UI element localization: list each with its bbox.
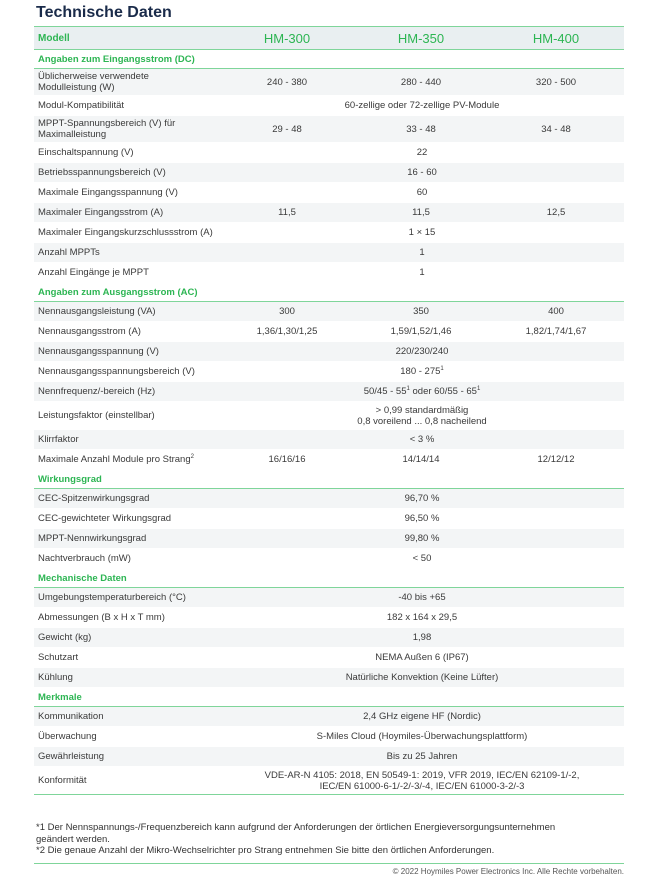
row-label: Kühlung [34,668,220,688]
row-label: Nennfrequenz/-bereich (Hz) [34,382,220,402]
value-text: VDE-AR-N 4105: 2018, EN 50549-1: 2019, VFR 2019, IEC/EN 62109-1/-2, [264,769,580,781]
row-value: 400 [488,302,624,322]
value-text: > 0,99 standardmäßig [375,404,469,416]
row-value [220,767,624,795]
row-value: 182 x 164 x 29,5 [220,608,624,628]
footnote-mark: 1 [476,385,481,392]
row-label: Modul-Kompatibilität [34,96,220,116]
row-label: Maximaler Eingangsstrom (A) [34,203,220,223]
table-row [34,727,624,747]
value-text: 50/45 - 55 [363,386,407,398]
table-row [34,362,624,382]
row-value: 29 - 48 [220,116,354,143]
row-value: 280 - 440 [354,69,488,96]
table-row [34,322,624,342]
row-label: Maximale Eingangsspannung (V) [34,183,220,203]
value-text: 0,8 voreilend ... 0,8 nacheilend [357,415,487,427]
row-value: < 50 [220,549,624,569]
section-ac [34,283,624,302]
row-value: 1 × 15 [220,223,624,243]
row-label: Maximaler Eingangskurzschlussstrom (A) [34,223,220,243]
row-value: 12/12/12 [488,450,624,470]
row-label: Betriebsspannungsbereich (V) [34,163,220,183]
row-value: Natürliche Konvektion (Keine Lüfter) [220,668,624,688]
row-label [34,450,220,470]
footnote-mark: 2 [190,453,194,460]
row-value: 1 [220,263,624,283]
row-value: < 3 % [220,430,624,450]
row-value: 350 [354,302,488,322]
table-row [34,648,624,668]
value-text: oder 60/55 - 65 [409,386,477,398]
table-row [34,263,624,283]
footnote-line: *1 Der Nennspannungs-/Frequenzbereich kann aufgrund der Anforderungen der örtlichen Energieversorgungsunternehmen [36,822,556,833]
row-label: CEC-gewichteter Wirkungsgrad [34,509,220,529]
table-row [34,668,624,688]
row-label [34,116,220,143]
row-value [220,362,624,382]
table-row [34,223,624,243]
table-row [34,509,624,529]
spec-table [34,26,624,795]
footnotes [36,822,626,857]
row-value: 34 - 48 [488,116,624,143]
table-header-row [34,27,624,50]
table-row [34,116,624,143]
row-label: MPPT-Nennwirkungsgrad [34,529,220,549]
section-title: Mechanische Daten [34,569,624,588]
table-row [34,163,624,183]
table-row [34,707,624,727]
row-value: 220/230/240 [220,342,624,362]
row-label: Leistungsfaktor (einstellbar) [34,402,220,430]
row-value: S-Miles Cloud (Hoymiles-Überwachungsplattform) [220,727,624,747]
row-label: Nennausgangsspannungsbereich (V) [34,362,220,382]
value-text: IEC/EN 61000-6-1/-2/-3/-4, IEC/EN 61000-3-2/-3 [319,780,525,792]
row-value: 14/14/14 [354,450,488,470]
row-label-line: Maximalleistung [38,129,107,140]
row-value: 96,50 % [220,509,624,529]
header-model-hm350: HM-350 [354,27,488,50]
row-value: 1,82/1,74/1,67 [488,322,624,342]
table-row [34,302,624,322]
row-value: 16/16/16 [220,450,354,470]
row-label: Nennausgangsstrom (A) [34,322,220,342]
table-row [34,588,624,608]
row-label-line: Üblicherweise verwendete [38,71,149,82]
row-label: Nennausgangsleistung (VA) [34,302,220,322]
row-value: 1,36/1,30/1,25 [220,322,354,342]
row-value: -40 bis +65 [220,588,624,608]
row-label: Abmessungen (B x H x T mm) [34,608,220,628]
row-value: Bis zu 25 Jahren [220,747,624,767]
section-title: Angaben zum Ausgangsstrom (AC) [34,283,624,302]
table-row [34,69,624,96]
table-row [34,430,624,450]
table-row [34,96,624,116]
footnote-mark: 1 [440,365,444,372]
footnote-2: *2 Die genaue Anzahl der Mikro-Wechselrichter pro Strang entnehmen Sie bitte den örtlichen Anforderungen. [36,845,495,856]
value-text: 180 - 275 [400,366,441,378]
table-row [34,342,624,362]
row-label-line: Modulleistung (W) [38,82,115,93]
row-label: Kommunikation [34,707,220,727]
section-dc [34,50,624,69]
row-value: 240 - 380 [220,69,354,96]
table-row [34,382,624,402]
row-value: 12,5 [488,203,624,223]
row-label: CEC-Spitzenwirkungsgrad [34,489,220,509]
row-label: Klirrfaktor [34,430,220,450]
row-label-line: MPPT-Spannungsbereich (V) für [38,118,176,129]
row-label [34,69,220,96]
page-title: Technische Daten [36,4,172,21]
table-row [34,608,624,628]
row-value: 11,5 [220,203,354,223]
row-value: 1 [220,243,624,263]
row-label: Anzahl MPPTs [34,243,220,263]
row-value: 60 [220,183,624,203]
table-row [34,243,624,263]
footnote-1 [36,822,626,845]
section-efficiency [34,470,624,489]
row-value [220,382,624,402]
row-label: Konformität [34,767,220,795]
section-title: Angaben zum Eingangsstrom (DC) [34,50,624,69]
row-value: 60-zellige oder 72-zellige PV-Module [220,96,624,116]
row-label: Gewährleistung [34,747,220,767]
table-row [34,489,624,509]
footnote-line: geändert werden. [36,833,110,845]
header-model-label: Modell [34,27,220,50]
section-features [34,688,624,707]
row-label: Umgebungstemperaturbereich (°C) [34,588,220,608]
table-row [34,143,624,163]
row-value: NEMA Außen 6 (IP67) [220,648,624,668]
header-model-hm400: HM-400 [488,27,624,50]
table-row [34,450,624,470]
row-label: Überwachung [34,727,220,747]
table-row [34,183,624,203]
row-label: Gewicht (kg) [34,628,220,648]
table-row [34,628,624,648]
row-value [220,402,624,430]
table-row [34,529,624,549]
footnote-mark: 1 [406,385,410,392]
section-title: Wirkungsgrad [34,470,624,489]
header-model-hm300: HM-300 [220,27,354,50]
row-value: 1,59/1,52/1,46 [354,322,488,342]
table-row [34,549,624,569]
row-label: Nachtverbrauch (mW) [34,549,220,569]
table-row [34,767,624,795]
row-label: Einschaltspannung (V) [34,143,220,163]
section-title: Merkmale [34,688,624,707]
row-label: Anzahl Eingänge je MPPT [34,263,220,283]
row-value: 16 - 60 [220,163,624,183]
row-value: 2,4 GHz eigene HF (Nordic) [220,707,624,727]
copyright-footer: © 2022 Hoymiles Power Electronics Inc. Alle Rechte vorbehalten. [392,867,624,876]
row-value: 300 [220,302,354,322]
table-row [34,747,624,767]
row-label-text: Maximale Anzahl Module pro Strang [38,454,191,466]
row-value: 11,5 [354,203,488,223]
row-label: Nennausgangsspannung (V) [34,342,220,362]
row-value: 22 [220,143,624,163]
footer-divider [34,863,624,864]
row-label: Schutzart [34,648,220,668]
table-row [34,402,624,430]
table-row [34,203,624,223]
row-value: 33 - 48 [354,116,488,143]
row-value: 96,70 % [220,489,624,509]
section-mechanical [34,569,624,588]
row-value: 1,98 [220,628,624,648]
row-value: 320 - 500 [488,69,624,96]
row-value: 99,80 % [220,529,624,549]
